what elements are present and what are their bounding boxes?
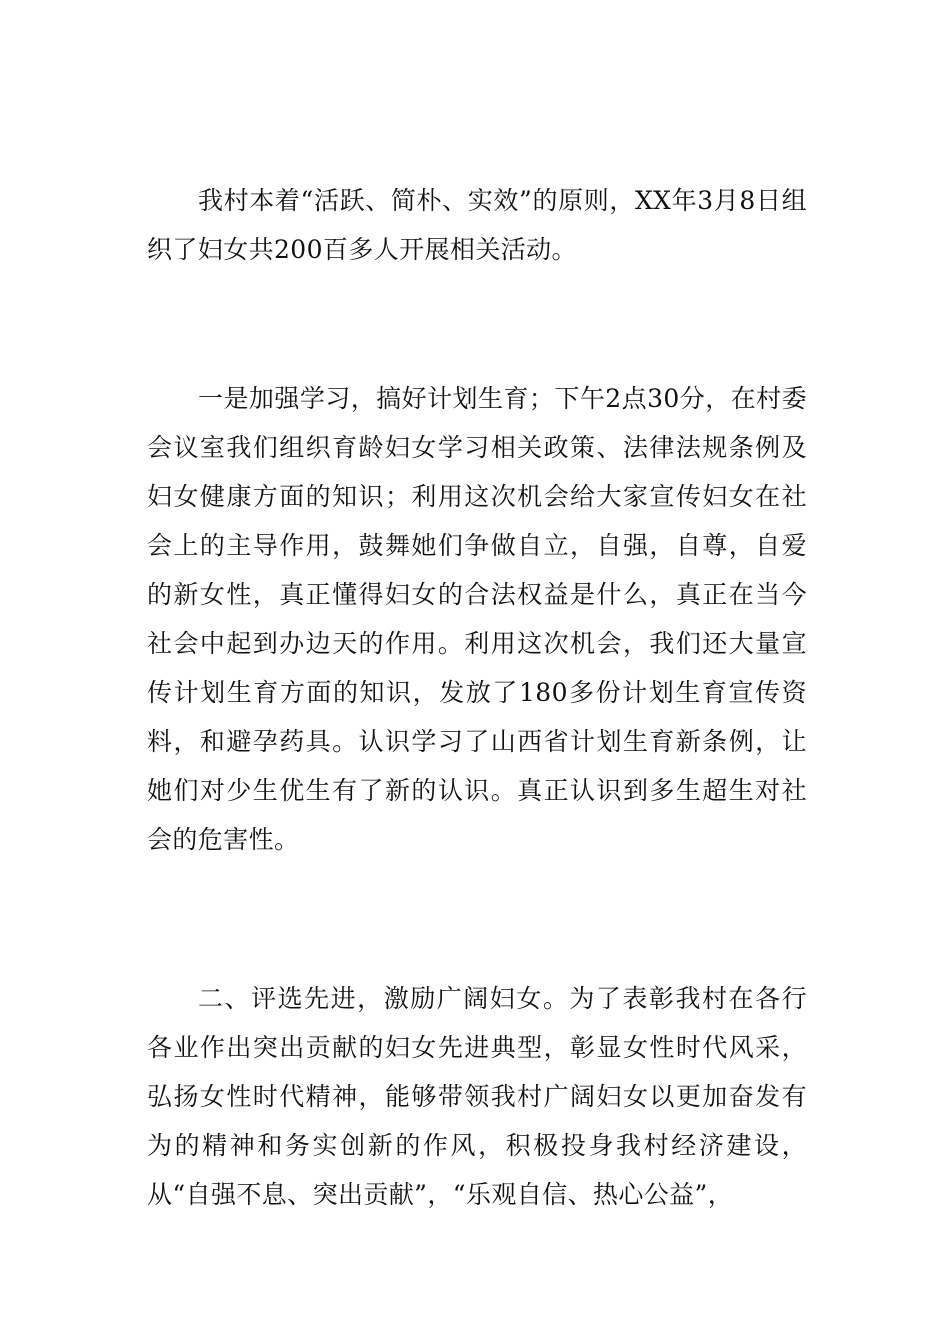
paragraph-study-family-planning: 一是加强学习，搞好计划生育；下午2点30分，在村委会议室我们组织育龄妇女学习相关政策、法律法规条例及妇女健康方面的知识；利用这次机会给大家宣传妇女在社会上的主导作用，鼓舞她们争做自立，自强，自尊，自爱的新女性，真正懂得妇女的合法权益是什么，真正在当今社会中起到办边天的作用。利用这次机会，我们还大量宣传计划生育方面的知识，发放了180多份计划生育宣传资料，和避孕药具。认识学习了山西省计划生育新条例，让她们对少生优生有了新的认识。真正认识到多生超生对社会的危害性。 bbox=[147, 384, 807, 854]
paragraph-select-advanced: 二、评选先进，激励广阔妇女。为了表彰我村在各行各业作出突出贡献的妇女先进典型，彰显女性时代风采，弘扬女性时代精神，能够带领我村广阔妇女以更加奋发有为的精神和务实创新的作风，积极投身我村经济建设，从“自强不息、突出贡献”，“乐观自信、热心公益”， bbox=[147, 984, 807, 1209]
paragraph-activity-intro: 我村本着“活跃、简朴、实效”的原则，XX年3月8日组织了妇女共200百多人开展相关活动。 bbox=[147, 186, 807, 264]
